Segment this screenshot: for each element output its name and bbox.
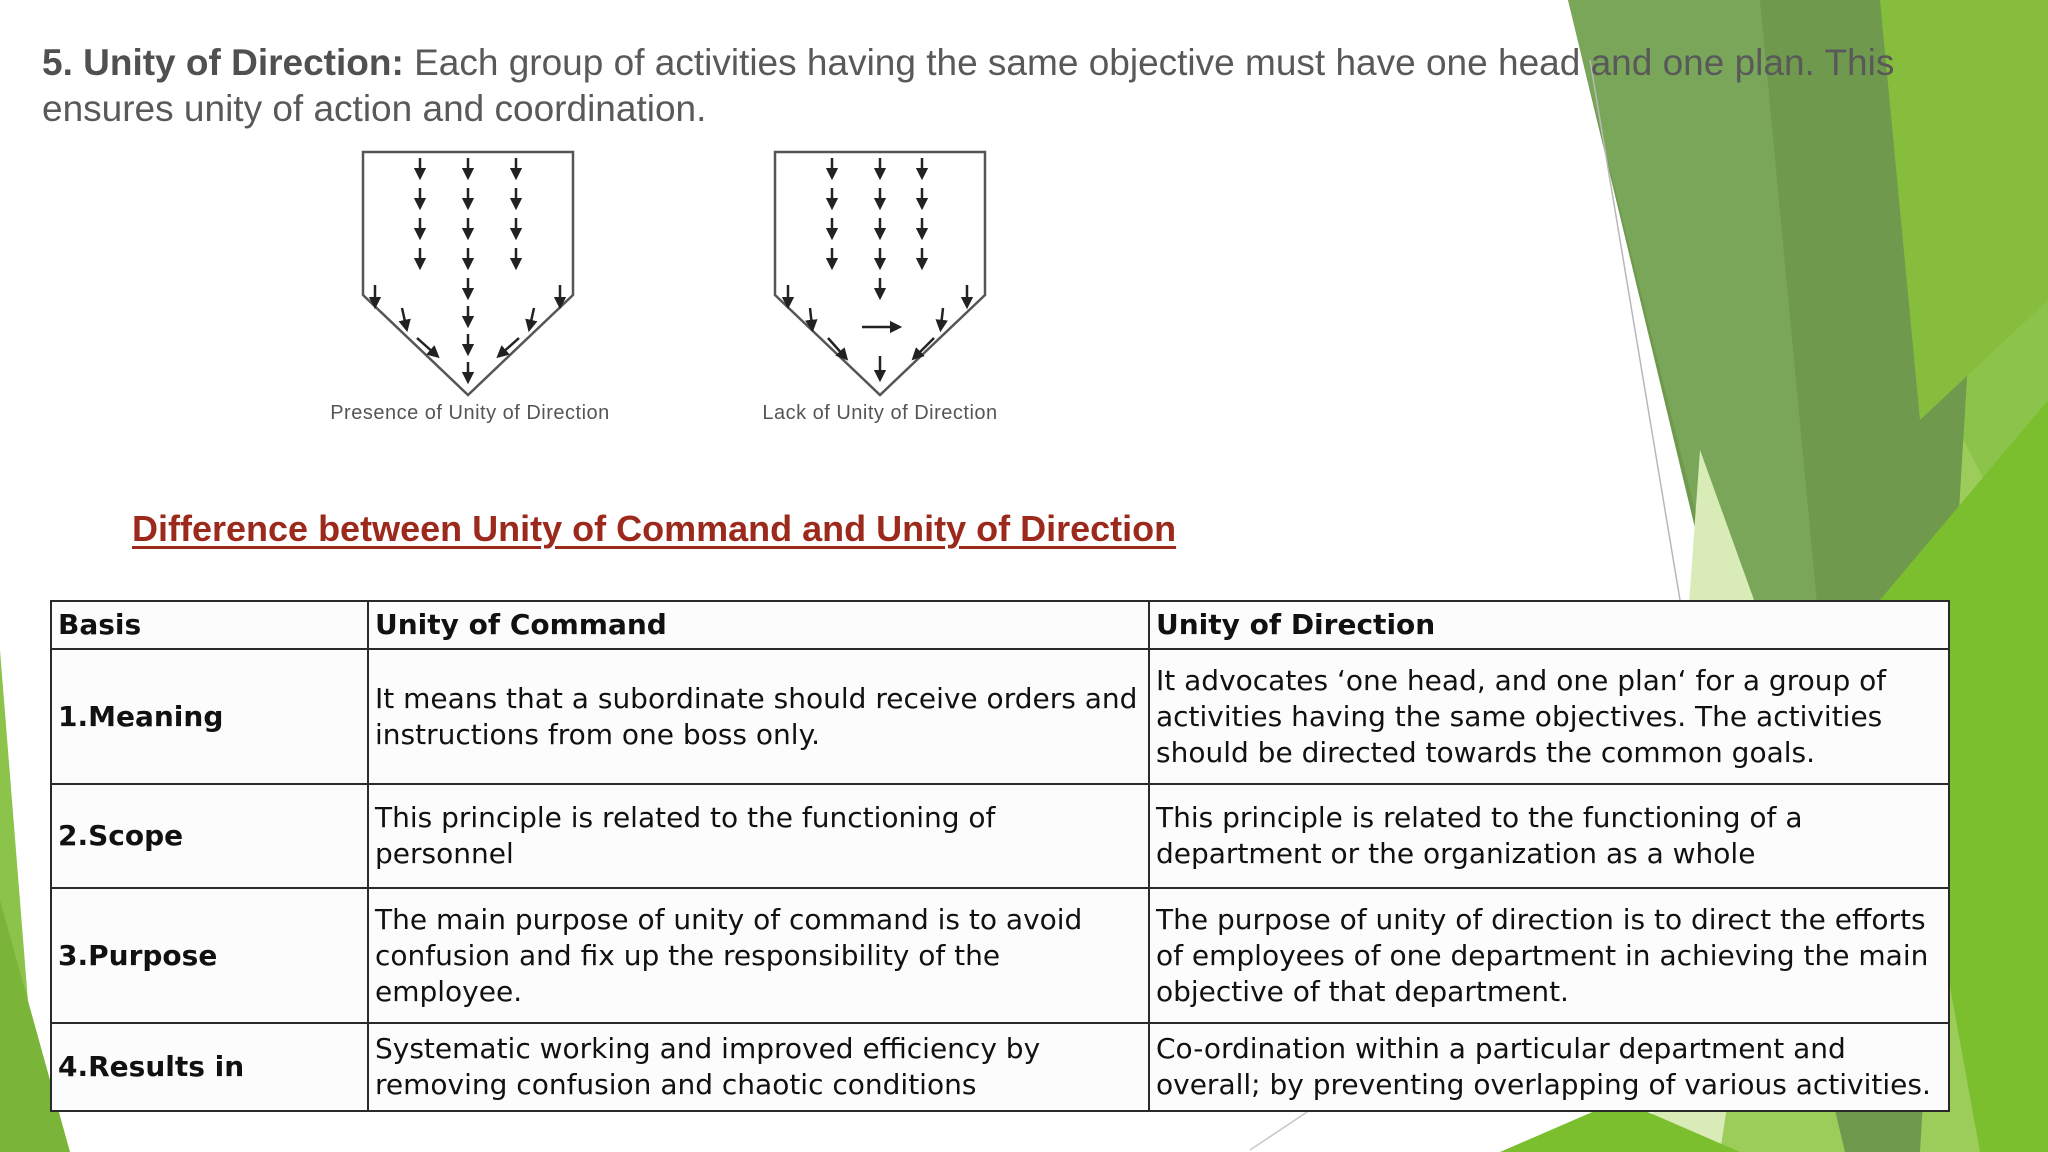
direction-cell: Co-ordination within a particular department and overall; by preventing overlapping of various activities. xyxy=(1149,1023,1949,1111)
direction-cell: It advocates ‘one head, and one plan‘ for a group of activities having the same objectives. The activities should be directed towards the common goals. xyxy=(1149,649,1949,784)
basis-cell: 1.Meaning xyxy=(51,649,368,784)
basis-cell: 3.Purpose xyxy=(51,888,368,1023)
direction-cell: This principle is related to the functioning of a department or the organization as a whole xyxy=(1149,784,1949,888)
principle-heading: 5. Unity of Direction: xyxy=(42,42,404,83)
figure-caption: Presence of Unity of Direction xyxy=(330,402,610,424)
command-cell: The main purpose of unity of command is to avoid confusion and fix up the responsibility of the employee. xyxy=(368,888,1149,1023)
table-row xyxy=(51,649,1949,784)
basis-cell: 2.Scope xyxy=(51,784,368,888)
header-unity-of-direction: Unity of Direction xyxy=(1149,601,1949,649)
table-row xyxy=(51,1023,1949,1111)
table-row xyxy=(51,888,1949,1023)
table-row xyxy=(51,784,1949,888)
basis-cell: 4.Results in xyxy=(51,1023,368,1111)
lack-of-unity-diagram xyxy=(700,150,1060,440)
header-basis: Basis xyxy=(51,601,368,649)
figure-caption: Lack of Unity of Direction xyxy=(762,402,998,424)
header-unity-of-command: Unity of Command xyxy=(368,601,1149,649)
principle-description xyxy=(42,40,1922,132)
presence-of-unity-diagram xyxy=(290,150,650,440)
principle-text: Each group of activities having the same objective must have one head and one plan. This ensures unity of action and coordination. xyxy=(42,42,1895,129)
command-cell: It means that a subordinate should receive orders and instructions from one boss only. xyxy=(368,649,1149,784)
table-header-row xyxy=(51,601,1949,649)
command-cell: This principle is related to the functioning of personnel xyxy=(368,784,1149,888)
difference-title: Difference between Unity of Command and Unity of Direction xyxy=(132,508,1177,549)
direction-cell: The purpose of unity of direction is to direct the efforts of employees of one department in achieving the main objective of that department. xyxy=(1149,888,1949,1023)
command-cell: Systematic working and improved efficiency by removing confusion and chaotic conditions xyxy=(368,1023,1149,1111)
comparison-table xyxy=(50,600,1950,1112)
